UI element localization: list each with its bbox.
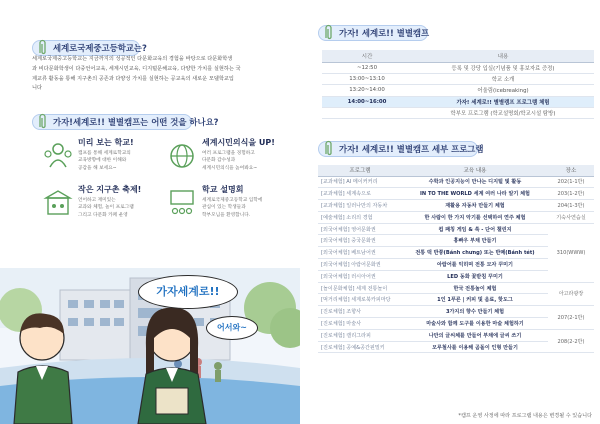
card-desc-line: 학부모님을 환영합니다. (202, 212, 251, 218)
schedule-time: 13:20~14:00 (322, 85, 412, 96)
table-header-row (322, 50, 594, 62)
paperclip-icon (322, 140, 335, 158)
schedule-title: 가자! 세계로!! 별별캠프 (339, 28, 430, 38)
program-content: 마술사와 함께 도구를 이용한 마술 체험하기 (402, 318, 548, 330)
footnote: *캠프 운영 사정에 따라 프로그램 내용은 변경될 수 있습니다 (458, 413, 592, 419)
intro-title-pill (32, 40, 147, 56)
program-content: 수학과 인공지능이 만나는 디지털 빛 활동 (402, 176, 548, 188)
program-content: IN TO THE WORLD 세계 여러 나라 알기 체험 (402, 188, 548, 200)
speech-bubble-main: 가자세계로!! (138, 275, 238, 309)
program-content: 아랍어를 익히며 전통 모자 꾸미기 (402, 259, 548, 271)
column-header: 교육 내용 (402, 165, 548, 176)
globe-world-icon (166, 141, 198, 171)
paperclip-icon (322, 24, 335, 42)
program-location: 아고라광장 (548, 282, 594, 306)
card-desc (78, 150, 162, 172)
program-content: 컵 패칭 게임 & 쏙 - 단어 챌린지 (402, 223, 548, 235)
program-location: 208(2-2반) (548, 329, 594, 353)
table-row (318, 200, 594, 212)
program-category: [진로체험] 캘리그라피 (318, 329, 402, 341)
school-illustration (0, 268, 300, 424)
intro-line: 니다 (32, 85, 43, 92)
card-desc-line: 공감을 해 보세요~ (78, 165, 117, 171)
card-desc-line: 여러 프로그램을 경험하고 (202, 151, 255, 156)
program-content: 1인 1푸른 | 커피 및 음료, 핫도그 (402, 294, 548, 306)
card-title: 학교 설명회 (202, 185, 244, 194)
table-row (318, 306, 594, 318)
speech-bubble-small: 어서와~ (206, 316, 258, 340)
column-header: 프로그램 (318, 165, 402, 176)
program-content: 모루철사를 이용해 곰돌이 인형 만들기 (402, 341, 548, 353)
column-header: 장소 (548, 165, 594, 176)
feature-card (42, 137, 160, 175)
card-desc-line: 교과와 체험, 놀이 프로그램 (78, 205, 134, 211)
feature-card (42, 184, 160, 222)
program-content: 3가지의 향수 만들기 체험 (402, 306, 548, 318)
schedule-content: 학교 소개 (412, 73, 594, 84)
camp-title-pill (32, 114, 219, 130)
card-desc-line: 다문화 감수성과 (202, 158, 236, 164)
card-desc (78, 197, 162, 219)
table-row (322, 96, 594, 107)
schedule-time: ~12:50 (322, 62, 412, 73)
program-content: 전통 떡 반쭝(Bánh chưng) 또는 반떼(Bánh tét) (402, 247, 548, 259)
schedule-content: 어울림(icebreaking) (412, 85, 594, 96)
schedule-content: 가자! 세계로!! 별별캠프 프로그램 체험 (412, 96, 594, 107)
program-category: [진로체험] 마술사 (318, 318, 402, 330)
card-title: 미리 보는 학교! (78, 138, 134, 147)
program-title-pill (318, 141, 484, 157)
program-title: 가자! 세계로!! 별별캠프 세부 프로그램 (339, 144, 484, 154)
card-desc-line: 교육방향에 대한 이해와 (78, 158, 127, 164)
card-desc-line: 캠프를 통해 세계로학교의 (78, 151, 131, 156)
schedule-time (322, 108, 412, 119)
table-row (322, 73, 594, 84)
program-content: 나만의 글씨체를 만들어 부채에 글씨 쓰기 (402, 329, 548, 341)
column-header: 내용 (412, 50, 594, 62)
program-category: [외국어체험] 중국문화권 (318, 235, 402, 247)
program-category: [진로체험] 조향사 (318, 306, 402, 318)
program-location: 기숙사연습실 (548, 211, 594, 223)
program-content: 홍빠우 부채 만들기 (402, 235, 548, 247)
table-row (322, 62, 594, 73)
feature-card (166, 137, 284, 175)
schedule-table (322, 50, 594, 119)
camp-title: 가자!세계로!! 별별캠프는 어떤 것을 하나요? (53, 117, 219, 127)
program-category: [외국어체험] 아랍어문화권 (318, 259, 402, 271)
program-location: 310(WWW) (548, 223, 594, 282)
feature-card (166, 184, 284, 222)
table-row (318, 329, 594, 341)
card-desc-line: 관심이 있는 학생들과 (202, 205, 246, 211)
card-title: 세계시민의식을 UP! (202, 138, 275, 147)
table-row (322, 108, 594, 119)
intro-line: 과 비다문화학생이 다중언어교육, 세계시민교육, 디지털문해교육, 다양한 가치를 실현하는 국 (32, 65, 241, 72)
schedule-content: 학부모 프로그램 (학교설명회/학교시설 탐방) (412, 108, 594, 119)
table-row (318, 223, 594, 235)
table-row (318, 176, 594, 188)
table-header-row (318, 165, 594, 176)
people-school-icon (42, 141, 74, 171)
schedule-time: 14:00~16:00 (322, 96, 412, 107)
program-category: [외국어체험] 베트남어권 (318, 247, 402, 259)
program-content: 한 사람이 한 가지 악기를 선택하여 연주 체험 (402, 211, 548, 223)
program-category: [놀이문화체험] 세계 전통놀이 (318, 282, 402, 294)
program-category: [외국어체험] 러시아어권 (318, 270, 402, 282)
table-row (318, 282, 594, 294)
program-table (318, 165, 594, 353)
schedule-time: 13:00~13:10 (322, 73, 412, 84)
program-content: LED 동화 꽃받침 꾸미기 (402, 270, 548, 282)
table-row (318, 211, 594, 223)
intro-line: 세계로국제중고등학교는 지금까지의 성공적인 다문화교육의 경험을 바탕으로 다문화학생 (32, 56, 233, 62)
program-category: [진로체험] 공예&공간핀밀키 (318, 341, 402, 353)
program-category: [외국어체험] 영어문화권 (318, 223, 402, 235)
schedule-content: 등록 및 강당 입실(기념품 및 홍보자료 증정) (412, 62, 594, 73)
program-category: [먹거리체험] 세계로북카피마당 (318, 294, 402, 306)
card-desc-line: 세계로국제중고등학교 입학에 (202, 198, 263, 203)
intro-line: 제교류 활동을 통해 지구촌의 공존과 다양성 가치를 실현하는 공교육의 새로운 모델학교입 (32, 75, 234, 82)
card-desc (202, 150, 286, 172)
card-desc-line: 세계시민의식을 높여봐요~ (202, 165, 258, 171)
program-content: 재활용 자동차 만들기 체험 (402, 200, 548, 212)
program-category: [교과체험] AI 메이커커리 (318, 176, 402, 188)
program-category: [예술체험] 소리의 경험 (318, 211, 402, 223)
program-category: [교과체험] 일러나만의 자동차 (318, 200, 402, 212)
card-title: 작은 지구촌 축제! (78, 185, 142, 194)
festival-stage-icon (42, 188, 74, 218)
presentation-icon (166, 188, 198, 218)
intro-paragraph (32, 55, 287, 94)
paperclip-icon (36, 113, 49, 131)
table-row (322, 85, 594, 96)
intro-title: 세계로국제중고등학교는? (53, 43, 147, 53)
program-location: 203(1-2반) (548, 188, 594, 200)
table-row (318, 188, 594, 200)
program-location: 207(2-1반) (548, 306, 594, 330)
card-desc-line: 언어하고 재미있는 (78, 198, 116, 203)
card-desc-line: 그리고 다문화 카페 운영 (78, 212, 128, 218)
column-header: 시간 (322, 50, 412, 62)
program-category: [교과체험] 세계속으로 (318, 188, 402, 200)
program-location: 202(1-1반) (548, 176, 594, 188)
program-location: 204(1-3반) (548, 200, 594, 212)
schedule-title-pill (318, 25, 428, 41)
program-content: 한국 전통놀이 체험 (402, 282, 548, 294)
card-desc (202, 197, 286, 219)
